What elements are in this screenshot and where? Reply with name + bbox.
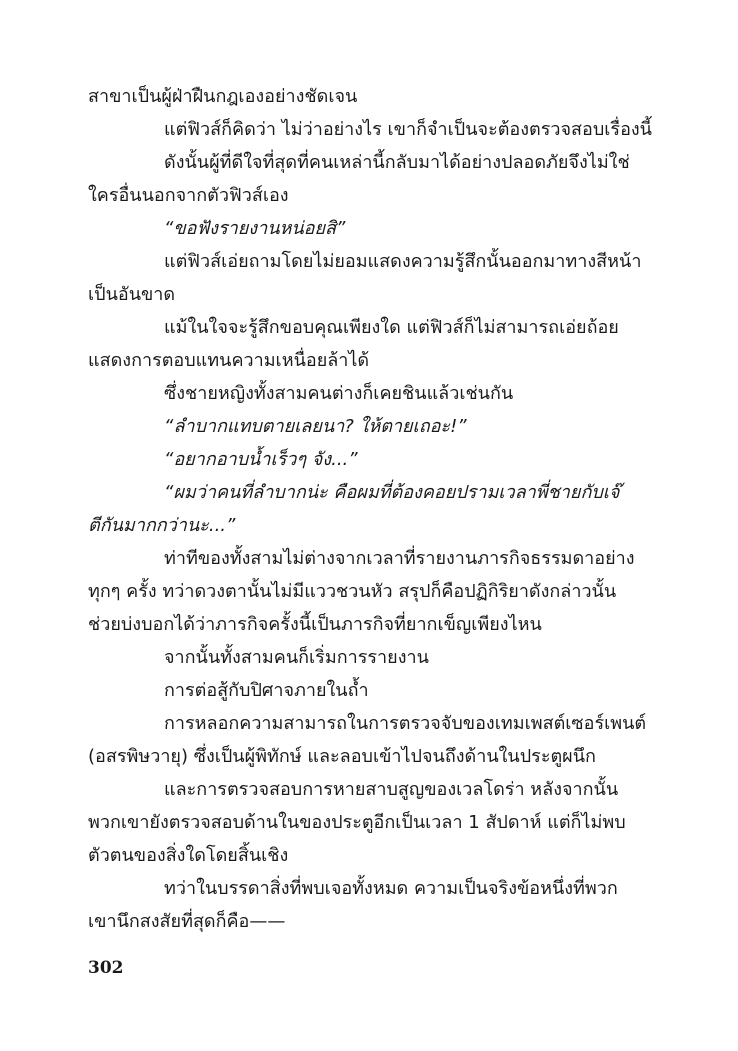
page-number: 302 bbox=[88, 958, 124, 978]
text-line: แม้ในใจจะรู้สึกขอบคุณเพียงใด แต่ฟิวส์ก็ไม่สามารถเอ่ยถ้อย bbox=[164, 317, 619, 338]
text-line: จากนั้นทั้งสามคนก็เริ่มการรายงาน bbox=[164, 647, 429, 668]
text-line: “ขอฟังรายงานหน่อยสิ” bbox=[164, 218, 346, 239]
text-line: ตีกันมากกว่านะ...” bbox=[88, 515, 236, 536]
text-line: “อยากอาบน้ำเร็วๆ จัง...” bbox=[164, 449, 358, 470]
body-text bbox=[88, 80, 654, 938]
text-line: เขานึกสงสัยที่สุดก็คือ—— bbox=[88, 911, 286, 932]
text-line: “ลำบากแทบตายเลยนา? ให้ตายเถอะ!” bbox=[164, 416, 467, 437]
text-line: “ผมว่าคนที่ลำบากน่ะ คือผมที่ต้องคอยปรามเวลาพี่ชายกับเจ๊ bbox=[164, 482, 620, 503]
text-line: การหลอกความสามารถในการตรวจจับของเทมเพสต์เซอร์เพนต์ bbox=[164, 713, 647, 734]
text-line: การต่อสู้กับปิศาจภายในถ้ำ bbox=[164, 680, 369, 701]
text-line: เป็นอันขาด bbox=[88, 284, 176, 305]
text-line: พวกเขายังตรวจสอบด้านในของประตูอีกเป็นเวลา 1 สัปดาห์ แต่ก็ไม่พบ bbox=[88, 812, 626, 833]
text-line: ใครอื่นนอกจากตัวฟิวส์เอง bbox=[88, 185, 289, 206]
text-line: สาขาเป็นผู้ฝ่าฝืนกฎเองอย่างชัดเจน bbox=[88, 86, 358, 107]
text-line: ช่วยบ่งบอกได้ว่าภารกิจครั้งนี้เป็นภารกิจที่ยากเข็ญเพียงไหน bbox=[88, 614, 542, 635]
text-line: ทุกๆ ครั้ง ทว่าดวงตานั้นไม่มีแววชวนหัว สรุปก็คือปฏิกิริยาดังกล่าวนั้น bbox=[88, 581, 617, 602]
text-line: แสดงการตอบแทนความเหนื่อยล้าได้ bbox=[88, 350, 370, 371]
text-line: (อสรพิษวายุ) ซึ่งเป็นผู้พิทักษ์ และลอบเข้าไปจนถึงด้านในประตูผนึก bbox=[88, 746, 596, 767]
text-line: ซึ่งชายหญิงทั้งสามคนต่างก็เคยชินแล้วเช่นกัน bbox=[164, 383, 514, 404]
text-line: แต่ฟิวส์เอ่ยถามโดยไม่ยอมแสดงความรู้สึกนั้นออกมาทางสีหน้า bbox=[164, 251, 642, 272]
text-line: ท่าทีของทั้งสามไม่ต่างจากเวลาที่รายงานภารกิจธรรมดาอย่าง bbox=[164, 548, 635, 569]
text-line: ทว่าในบรรดาสิ่งที่พบเจอทั้งหมด ความเป็นจริงข้อหนึ่งที่พวก bbox=[164, 878, 618, 899]
text-line: ตัวตนของสิ่งใดโดยสิ้นเชิง bbox=[88, 845, 289, 866]
text-line: แต่ฟิวส์ก็คิดว่า ไม่ว่าอย่างไร เขาก็จำเป็นจะต้องตรวจสอบเรื่องนี้ bbox=[164, 119, 652, 140]
text-line: และการตรวจสอบการหายสาบสูญของเวลโดร่า หลังจากนั้น bbox=[164, 779, 619, 800]
text-line: ดังนั้นผู้ที่ดีใจที่สุดที่คนเหล่านี้กลับมาได้อย่างปลอดภัยจึงไม่ใช่ bbox=[164, 152, 630, 173]
